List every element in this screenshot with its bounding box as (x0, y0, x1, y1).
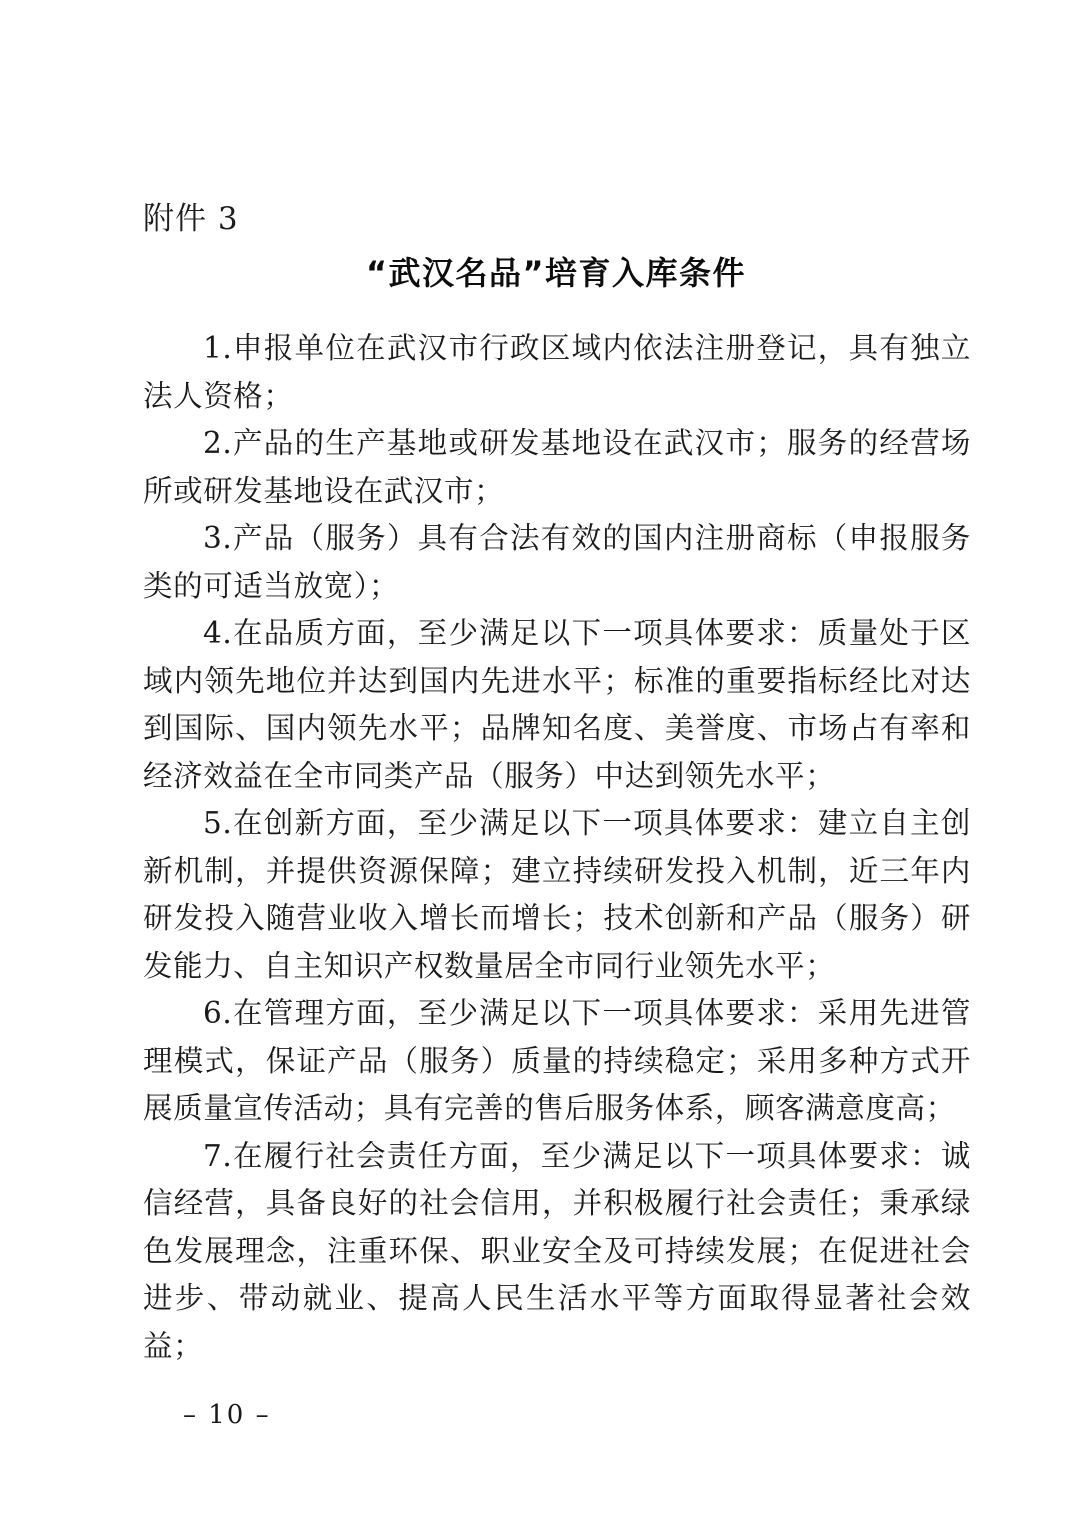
paragraph-item-6: 6.在管理方面，至少满足以下一项具体要求：采用先进管理模式，保证产品（服务）质量的持续稳定；采用多种方式开展质量宣传活动；具有完善的售后服务体系，顾客满意度高； (143, 996, 971, 1125)
paragraph-item-1: 1.申报单位在武汉市行政区域内依法注册登记，具有独立法人资格； (143, 331, 971, 413)
document-body (143, 325, 971, 1370)
page-number: – 10 – (183, 1400, 271, 1430)
paragraph-item-3: 3.产品（服务）具有合法有效的国内注册商标（申报服务类的可适当放宽）； (143, 521, 971, 603)
paragraph-item-7: 7.在履行社会责任方面，至少满足以下一项具体要求：诚信经营，具备良好的社会信用，并积极履行社会责任；秉承绿色发展理念，注重环保、职业安全及可持续发展；在促进社会进步、带动就业、提高人民生活水平等方面取得显著社会效益； (143, 1138, 971, 1363)
attachment-label: 附件 3 (143, 201, 239, 237)
paragraph-item-2: 2.产品的生产基地或研发基地设在武汉市；服务的经营场所或研发基地设在武汉市； (143, 426, 971, 508)
paragraph-item-4: 4.在品质方面，至少满足以下一项具体要求：质量处于区域内领先地位并达到国内先进水平；标准的重要指标经比对达到国际、国内领先水平；品牌知名度、美誉度、市场占有率和经济效益在全市同类产品（服务）中达到领先水平； (143, 616, 971, 793)
paragraph-item-5: 5.在创新方面，至少满足以下一项具体要求：建立自主创新机制，并提供资源保障；建立持续研发投入机制，近三年内研发投入随营业收入增长而增长；技术创新和产品（服务）研发能力、自主知识产权数量居全市同行业领先水平； (143, 806, 971, 983)
page-title: “武汉名品”培育入库条件 (365, 254, 747, 292)
